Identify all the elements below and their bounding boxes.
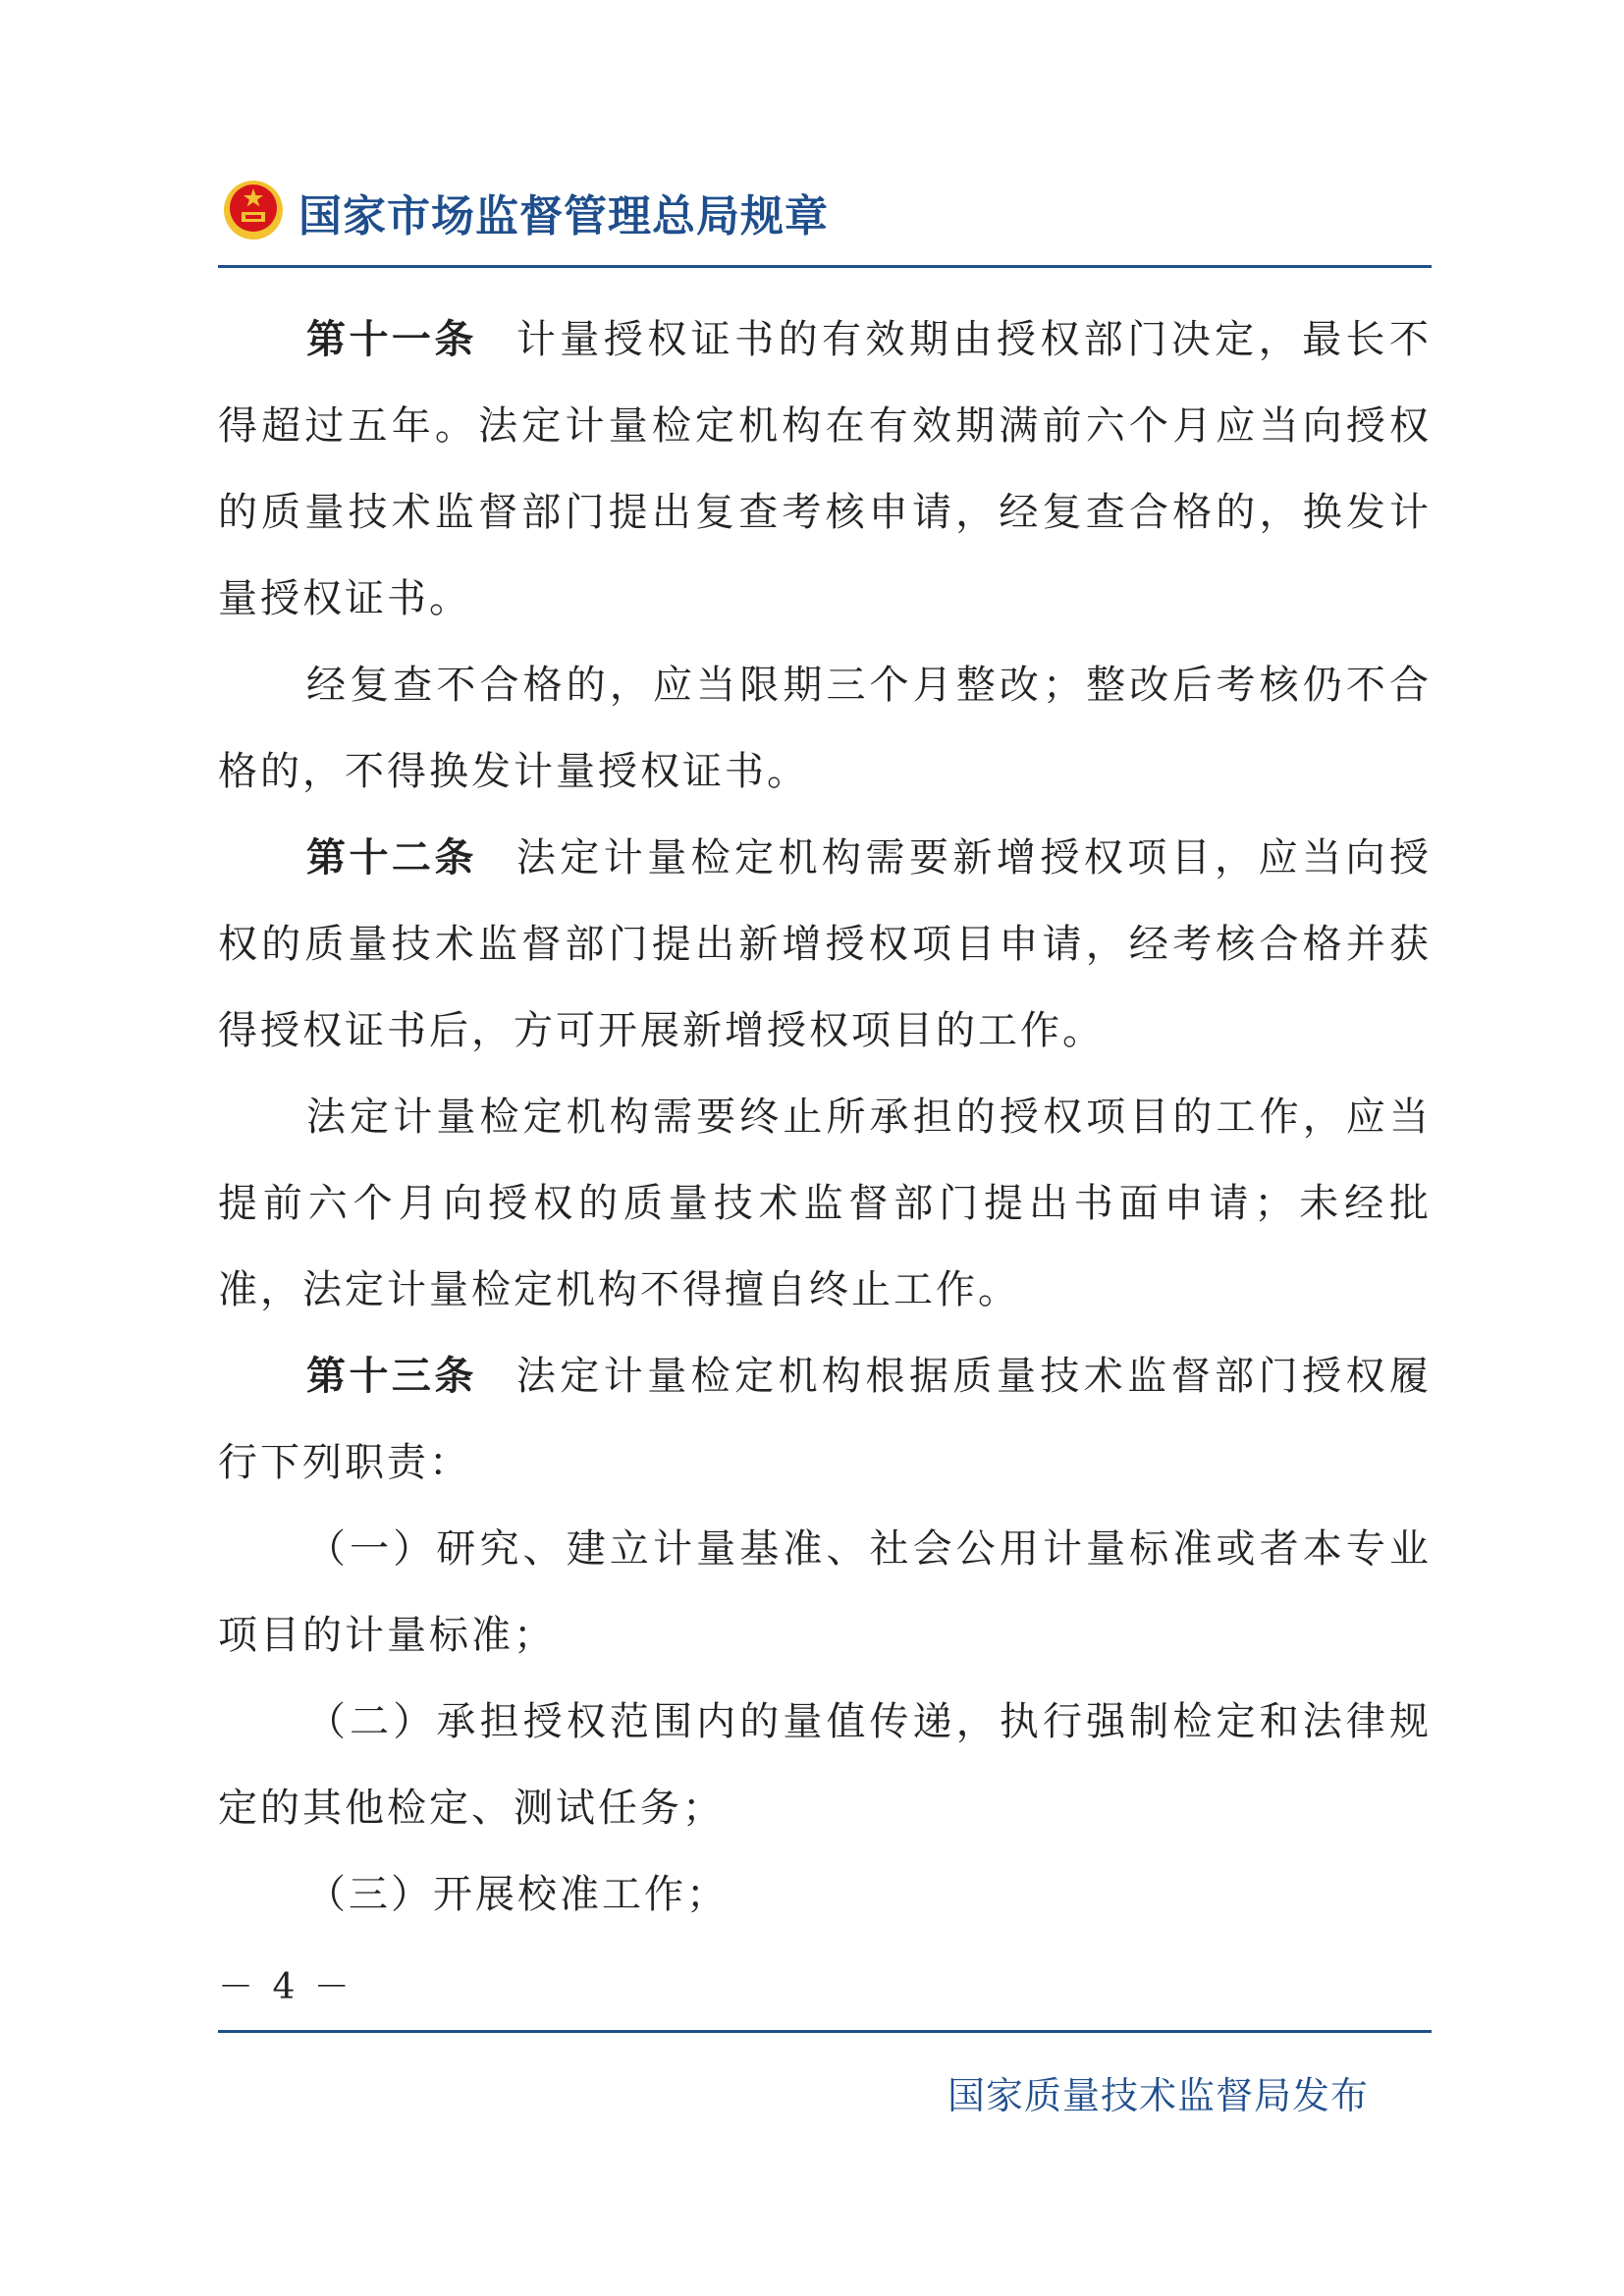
article-title: 第十二条 [306,835,477,881]
paragraph [218,642,1432,815]
page-number: － 4 － [218,1967,353,2007]
paragraph [218,1333,1432,1506]
article-title: 第十三条 [306,1354,477,1399]
paragraph [218,1851,1432,1938]
paragraph-text: 法定计量检定机构需要新增授权项目，应当向授权的质量技术监督部门提出新增授权项目申请，经考核合格并获得授权证书后，方可开展新增授权项目的工作。 [218,835,1433,1053]
paragraph [218,1506,1432,1679]
footer-divider [218,2030,1432,2033]
paragraph-text: 法定计量检定机构根据质量技术监督部门授权履行下列职责： [218,1354,1433,1485]
paragraph-text: （三）开展校准工作； [306,1872,729,1917]
paragraph-text: 法定计量检定机构需要终止所承担的授权项目的工作，应当提前六个月向授权的质量技术监督部门提出书面申请；未经批准，法定计量检定机构不得擅自终止工作。 [218,1095,1432,1312]
paragraph-text: 经复查不合格的，应当限期三个月整改；整改后考核仍不合格的，不得换发计量授权证书。 [218,663,1432,794]
paragraph-text: （一）研究、建立计量基准、社会公用计量标准或者本专业项目的计量标准； [218,1526,1432,1658]
header-divider [218,265,1432,268]
footer-publisher: 国家质量技术监督局发布 [947,2074,1369,2117]
document-body [218,296,1432,1938]
paragraph-text: （二）承担授权范围内的量值传递，执行强制检定和法律规定的其他检定、测试任务； [218,1699,1432,1831]
paragraph [218,1679,1432,1851]
paragraph [218,296,1432,642]
header-title: 国家市场监督管理总局规章 [298,191,829,241]
paragraph-text: 计量授权证书的有效期由授权部门决定，最长不得超过五年。法定计量检定机构在有效期满前六个月应当向授权的质量技术监督部门提出复查考核申请，经复查合格的，换发计量授权证书。 [218,317,1433,621]
document-header [218,175,1432,269]
paragraph [218,815,1432,1074]
paragraph [218,1074,1432,1333]
article-title: 第十一条 [306,317,477,362]
national-emblem-icon [222,179,285,241]
